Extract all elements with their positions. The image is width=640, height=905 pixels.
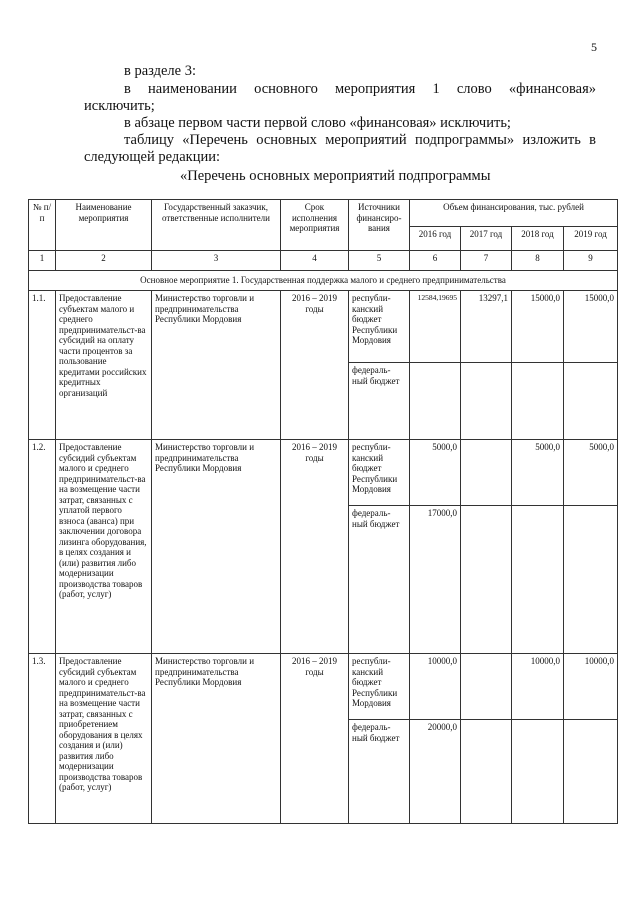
value-cell: 17000,0 xyxy=(410,506,461,654)
intro-line-6: следующей редакции: xyxy=(84,149,221,165)
row-name: Предоставление субсидий субъектам малого и среднего предпринимательст-ва на возмещение части затрат, связанных с уплатой первого взноса (аванса) при заключении договора лизинга оборудования, в целях создания и (или) развития либо модернизации производства товаров (работ, услуг) xyxy=(56,440,152,654)
header-sources: Источники финансиро-вания xyxy=(349,200,410,251)
value-cell xyxy=(461,720,512,824)
header-2018: 2018 год xyxy=(512,227,564,251)
col-number: 9 xyxy=(564,251,618,271)
row-customer: Министерство торговли и предпринимательства Республики Мордовия xyxy=(152,291,281,440)
col-number: 6 xyxy=(410,251,461,271)
intro-line-1: в разделе 3: xyxy=(124,63,197,79)
header-term: Срок исполнения мероприятия xyxy=(281,200,349,251)
intro-line-4: в абзаце первом части первой слово «финансовая» исключить; xyxy=(124,115,511,131)
value-cell: 12584,19695 xyxy=(410,291,461,363)
row-source: федераль-ный бюджет xyxy=(349,506,410,654)
section-title: Основное мероприятие 1. Государственная поддержка малого и среднего предпринимательства xyxy=(29,271,618,291)
value-cell: 10000,0 xyxy=(564,654,618,720)
header-2017: 2017 год xyxy=(461,227,512,251)
value-cell: 15000,0 xyxy=(564,291,618,363)
value-cell xyxy=(461,440,512,506)
header-num: № п/п xyxy=(29,200,56,251)
value-cell: 13297,1 xyxy=(461,291,512,363)
row-source: республи-канский бюджет Республики Мордовия xyxy=(349,654,410,720)
value-cell: 10000,0 xyxy=(512,654,564,720)
value-cell: 10000,0 xyxy=(410,654,461,720)
col-number: 3 xyxy=(152,251,281,271)
value-cell xyxy=(564,506,618,654)
page-number: 5 xyxy=(591,40,597,54)
row-term: 2016 – 2019 годы xyxy=(281,440,349,654)
row-term: 2016 – 2019 годы xyxy=(281,654,349,824)
header-volume: Объем финансирования, тыс. рублей xyxy=(410,200,618,227)
table-row xyxy=(29,440,618,506)
measures-table xyxy=(28,199,618,824)
col-number: 8 xyxy=(512,251,564,271)
table-row xyxy=(29,654,618,720)
value-cell xyxy=(512,506,564,654)
row-source: федераль-ный бюджет xyxy=(349,720,410,824)
row-name: Предоставление субсидий субъектам малого и среднего предпринимательст-ва на возмещение части затрат, связанных с приобретением оборудования в целях создания и (или) развития либо модернизации производства товаров (работ, услуг) xyxy=(56,654,152,824)
intro-line-2: в наименовании основного мероприятия 1 слово «финансовая» xyxy=(124,81,596,97)
value-cell xyxy=(461,363,512,440)
value-cell: 15000,0 xyxy=(512,291,564,363)
col-number: 4 xyxy=(281,251,349,271)
row-num: 1.2. xyxy=(29,440,56,654)
intro-line-3: исключить; xyxy=(84,98,155,114)
col-number: 1 xyxy=(29,251,56,271)
intro-line-5: таблицу «Перечень основных мероприятий подпрограммы» изложить в xyxy=(124,132,596,148)
col-number: 2 xyxy=(56,251,152,271)
value-cell xyxy=(410,363,461,440)
row-term: 2016 – 2019 годы xyxy=(281,291,349,440)
value-cell xyxy=(564,720,618,824)
value-cell: 5000,0 xyxy=(564,440,618,506)
value-cell: 20000,0 xyxy=(410,720,461,824)
row-source: республи-канский бюджет Республики Мордовия xyxy=(349,291,410,363)
row-customer: Министерство торговли и предпринимательства Республики Мордовия xyxy=(152,440,281,654)
value-cell xyxy=(461,654,512,720)
row-source: республи-канский бюджет Республики Мордовия xyxy=(349,440,410,506)
value-cell: 5000,0 xyxy=(512,440,564,506)
value-cell: 5000,0 xyxy=(410,440,461,506)
value-cell xyxy=(512,720,564,824)
header-2016: 2016 год xyxy=(410,227,461,251)
row-customer: Министерство торговли и предпринимательства Республики Мордовия xyxy=(152,654,281,824)
value-cell xyxy=(461,506,512,654)
header-2019: 2019 год xyxy=(564,227,618,251)
col-number: 5 xyxy=(349,251,410,271)
col-number: 7 xyxy=(461,251,512,271)
row-num: 1.3. xyxy=(29,654,56,824)
header-name: Наименование мероприятия xyxy=(56,200,152,251)
row-source: федераль-ный бюджет xyxy=(349,363,410,440)
value-cell xyxy=(564,363,618,440)
row-name: Предоставление субъектам малого и среднего предпринимательст-ва субсидий на оплату части процентов за пользование кредитами российских кредитных организаций xyxy=(56,291,152,440)
row-num: 1.1. xyxy=(29,291,56,440)
header-customer: Государственный заказчик, ответственные исполнители xyxy=(152,200,281,251)
value-cell xyxy=(512,363,564,440)
table-row xyxy=(29,291,618,363)
table-title: «Перечень основных мероприятий подпрограммы xyxy=(180,168,491,184)
